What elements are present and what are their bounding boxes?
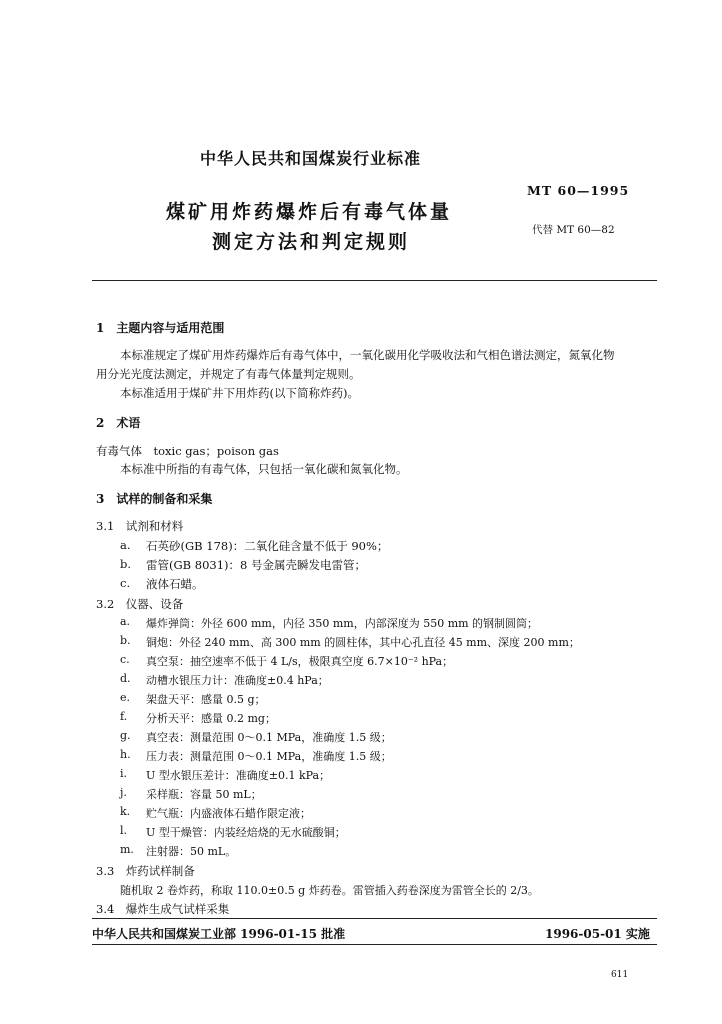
list-item-label: h. [120, 748, 131, 761]
list-item-label: m. [120, 843, 134, 856]
term-toxic-gas: 有毒气体 toxic gas；poison gas [96, 444, 279, 458]
list-item-label: i. [120, 767, 128, 780]
approval-statement: 中华人民共和国煤炭工业部 1996-01-15 批准 [92, 927, 346, 941]
header-divider [92, 280, 657, 281]
issuing-organization: 中华人民共和国煤炭行业标准 [200, 149, 422, 168]
page-number: 611 [611, 970, 629, 980]
list-item-text: 真空泵：抽空速率不低于 4 L/s，极限真空度 6.7×10⁻² hPa； [146, 655, 454, 668]
list-item-text: 雷管(GB 8031)：8 号金属壳瞬发电雷管； [146, 558, 367, 572]
list-item-text: 铜炮：外径 240 mm、高 300 mm 的圆柱体，其中心孔直径 45 mm、深度 200 mm； [146, 636, 580, 649]
list-item-label: b. [120, 634, 131, 647]
list-item-label: l. [120, 824, 128, 837]
list-item-text: 压力表：测量范围 0～0.1 MPa，准确度 1.5 级； [146, 750, 392, 763]
list-item-text: 注射器：50 mL。 [146, 845, 237, 858]
list-item-label: a. [120, 615, 131, 628]
section-1-paragraph-1b: 用分光光度法测定，并规定了有毒气体量判定规则。 [96, 367, 361, 381]
footer-bottom-divider [92, 944, 657, 945]
replaces-standard: 代替 MT 60—82 [532, 224, 615, 236]
list-item-label: c. [120, 653, 130, 666]
list-item-text: U 型干燥管：内装经焙烧的无水硫酸铜； [146, 826, 346, 839]
list-item-text: U 型水银压差计：准确度±0.1 kPa； [146, 769, 331, 782]
list-item-text: 动槽水银压力计：准确度±0.4 hPa； [146, 674, 329, 687]
section-3-1-heading: 3.1 试剂和材料 [96, 519, 184, 533]
section-1-paragraph-2: 本标准适用于煤矿井下用炸药(以下简称炸药)。 [120, 386, 359, 400]
section-2-heading: 2 术语 [96, 416, 141, 430]
term-definition: 本标准中所指的有毒气体，只包括一氧化碳和氮氧化物。 [120, 462, 408, 476]
list-item-label: d. [120, 672, 131, 685]
list-item-label: k. [120, 805, 131, 818]
list-item-text: 真空表：测量范围 0～0.1 MPa，准确度 1.5 级； [146, 731, 392, 744]
document-title-line2: 测定方法和判定规则 [212, 231, 411, 253]
footer-top-divider [92, 918, 657, 919]
section-3-2-heading: 3.2 仪器、设备 [96, 597, 184, 611]
section-3-heading: 3 试样的制备和采集 [96, 492, 213, 506]
list-item-text: 爆炸弹筒：外径 600 mm，内径 350 mm，内部深度为 550 mm 的钢制圆筒； [146, 617, 539, 630]
document-title-line1: 煤矿用炸药爆炸后有毒气体量 [166, 201, 453, 223]
section-3-3-heading: 3.3 炸药试样制备 [96, 864, 195, 878]
section-3-4-heading: 3.4 爆炸生成气试样采集 [96, 902, 230, 916]
list-item-label: c. [120, 576, 131, 590]
list-item-label: j. [120, 786, 127, 799]
list-item-text: 石英砂(GB 178)：二氧化硅含量不低于 90%； [146, 539, 389, 553]
list-item-text: 液体石蜡。 [146, 577, 204, 591]
section-1-heading: 1 主题内容与适用范围 [96, 321, 225, 335]
section-3-3-text: 随机取 2 卷炸药，称取 110.0±0.5 g 炸药卷。雷管插入药卷深度为雷管全长的 2/3。 [120, 884, 539, 897]
section-1-paragraph-1a: 本标准规定了煤矿用炸药爆炸后有毒气体中，一氧化碳用化学吸收法和气相色谱法测定，氮氧化物 [120, 348, 615, 362]
list-item-text: 架盘天平：感量 0.5 g； [146, 693, 266, 706]
list-item-label: b. [120, 557, 132, 571]
list-item-label: f. [120, 710, 128, 723]
list-item-label: g. [120, 729, 131, 742]
standard-number: MT 60—1995 [527, 183, 630, 198]
list-item-text: 贮气瓶：内盛液体石蜡作限定液； [146, 807, 311, 820]
effective-date: 1996-05-01 实施 [545, 927, 650, 941]
list-item-label: e. [120, 691, 131, 704]
list-item-label: a. [120, 538, 131, 552]
list-item-text: 分析天平：感量 0.2 mg； [146, 712, 276, 725]
list-item-text: 采样瓶：容量 50 mL； [146, 788, 262, 801]
